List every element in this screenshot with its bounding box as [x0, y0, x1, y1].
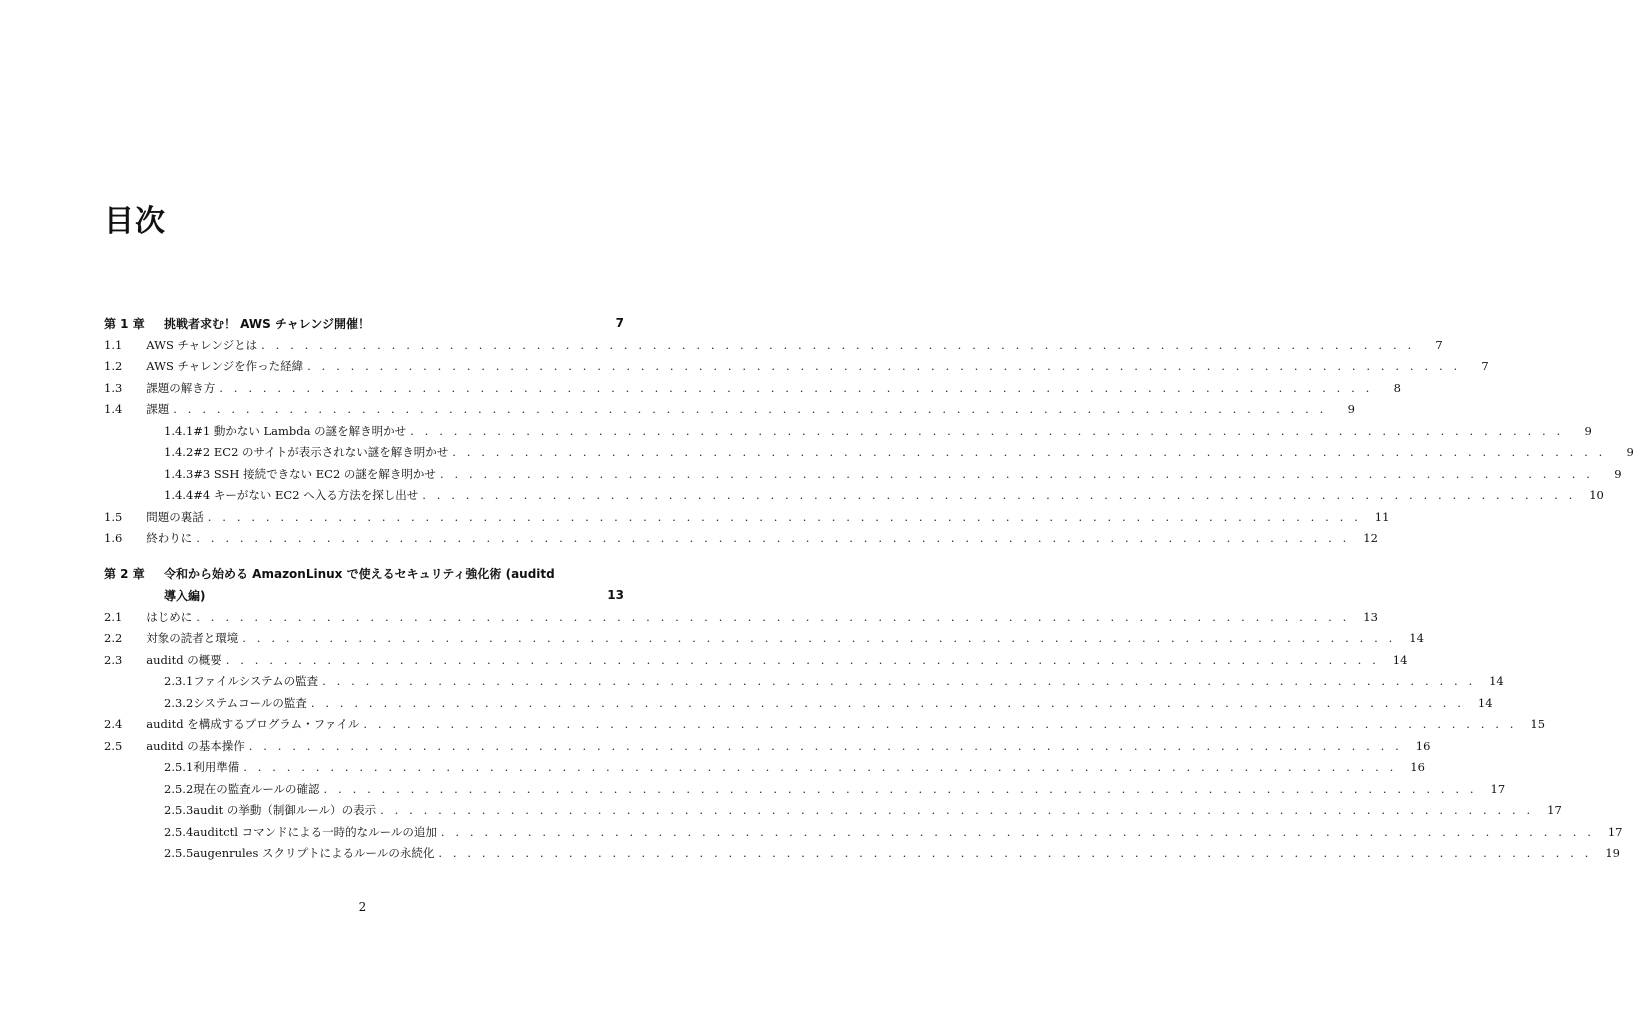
- entry-title: AWS チャレンジとは: [146, 337, 258, 352]
- dot-leader: . . . . . . . . . . . . . . . . . . . . . . . . . . . . . . . . . . . . . . . . . . . . . . . . . . . . . . . . . . . . . . . . . . . . . . . . . . . . . . . .: [248, 738, 1403, 753]
- entry-title: auditd を構成するプログラム・ファイル: [146, 717, 360, 732]
- entry-number: 2.3: [104, 652, 123, 667]
- entry-page: 9: [1584, 423, 1592, 438]
- entry-page: 14: [1489, 674, 1504, 689]
- entry-title: 終わりに: [146, 531, 193, 546]
- entry-title: #1 動かない Lambda の謎を解き明かせ: [193, 423, 407, 438]
- chapter-title: 令和から始める AmazonLinux で使えるセキュリティ強化術 (auditd: [164, 566, 555, 581]
- entry-title: ファイルシステムの監査: [193, 674, 319, 689]
- toc-section[interactable]: [104, 606, 1378, 628]
- entry-page: 8: [1393, 380, 1401, 395]
- entry-number: 1.4.1: [164, 423, 194, 438]
- toc-subsection[interactable]: [104, 800, 1562, 822]
- entry-number: 1.1: [104, 337, 123, 352]
- entry-page: 15: [1530, 717, 1546, 732]
- entry-number: 2.3.2: [164, 695, 194, 710]
- entry-page: 12: [1363, 531, 1378, 546]
- toc-section[interactable]: [104, 628, 1424, 650]
- chapter-heading[interactable]: [104, 562, 624, 584]
- entry-number: 2.5.2: [164, 781, 194, 796]
- entry-number: 2.1: [104, 609, 123, 624]
- entry-page: 17: [1547, 803, 1562, 818]
- entry-title: auditctl コマンドによる一時的なルールの追加: [193, 824, 437, 839]
- dot-leader: . . . . . . . . . . . . . . . . . . . . . . . . . . . . . . . . . . . . . . . . . . . . . . . . . . . . . . . . . . . . . . . . . . . . . . . . . . . . . . . .: [440, 824, 1595, 839]
- toc-section[interactable]: [104, 649, 1408, 671]
- chapter-title-continued: 導入編): [164, 588, 206, 603]
- entry-number: 1.6: [104, 531, 123, 546]
- entry-page: 16: [1410, 760, 1425, 775]
- dot-leader: . . . . . . . . . . . . . . . . . . . . . . . . . . . . . . . . . . . . . . . . . . . . . . . . . . . . . . . . . . . . . . . . . . . . . . . . . . . . . . . .: [243, 760, 1397, 775]
- toc-section[interactable]: [104, 377, 1401, 399]
- entry-title: #4 キーがない EC2 へ入る方法を探し出せ: [193, 488, 419, 503]
- entry-page: 9: [1626, 445, 1634, 460]
- dot-leader: . . . . . . . . . . . . . . . . . . . . . . . . . . . . . . . . . . . . . . . . . . . . . . . . . . . . . . . . . . . . . . . . . . . . . . . . . . . . . . . .: [219, 380, 1373, 395]
- entry-page: 13: [1363, 609, 1378, 624]
- table-of-contents: [104, 312, 1634, 864]
- dot-leader: . . . . . . . . . . . . . . . . . . . . . . . . . . . . . . . . . . . . . . . . . . . . . . . . . . . . . . . . . . . . . . . . . . . . . . . . . . . . . . . .: [310, 695, 1465, 710]
- dot-leader: . . . . . . . . . . . . . . . . . . . . . . . . . . . . . . . . . . . . . . . . . . . . . . . . . . . . . . . . . . . . . . . . . . . . . . . . . . . . . . . .: [452, 445, 1606, 460]
- entry-number: 2.5.5: [164, 846, 194, 861]
- dot-leader: . . . . . . . . . . . . . . . . . . . . . . . . . . . . . . . . . . . . . . . . . . . . . . . . . . . . . . . . . . . . . . . . . . . . . . . . . . . . . . . .: [363, 717, 1518, 732]
- entry-number: 2.5.4: [164, 824, 194, 839]
- entry-title: はじめに: [146, 609, 193, 624]
- entry-title: 課題: [146, 402, 170, 417]
- toc-subsection[interactable]: [104, 485, 1604, 507]
- entry-page: 11: [1374, 509, 1390, 524]
- toc-subsection[interactable]: [104, 442, 1634, 464]
- entry-title: 対象の読者と環境: [146, 631, 239, 646]
- toc-subsection[interactable]: [104, 671, 1504, 693]
- entry-title: audit の挙動（制御ルール）の表示: [193, 803, 377, 818]
- dot-leader: . . . . . . . . . . . . . . . . . . . . . . . . . . . . . . . . . . . . . . . . . . . . . . . . . . . . . . . . . . . . . . . . . . . . . . . . . . . . . . . .: [307, 359, 1461, 374]
- dot-leader: . . . . . . . . . . . . . . . . . . . . . . . . . . . . . . . . . . . . . . . . . . . . . . . . . . . . . . . . . . . . . . . . . . . . . . . . . . . . . . . .: [439, 466, 1594, 481]
- chapter-heading-continued[interactable]: [104, 584, 624, 606]
- chapter-title: 挑戦者求む！ AWS チャレンジ開催！: [164, 316, 371, 331]
- entry-page: 16: [1415, 738, 1431, 753]
- entry-number: 1.4.2: [164, 445, 194, 460]
- entry-number: 2.4: [104, 717, 123, 732]
- entry-title: システムコールの監査: [193, 695, 307, 710]
- entry-page: 7: [1481, 359, 1489, 374]
- entry-number: 2.5.3: [164, 803, 194, 818]
- entry-number: 1.3: [104, 380, 123, 395]
- entry-title: AWS チャレンジを作った経緯: [146, 359, 304, 374]
- dot-leader: . . . . . . . . . . . . . . . . . . . . . . . . . . . . . . . . . . . . . . . . . . . . . . . . . . . . . . . . . . . . . . . . . . . . . . . . . . . . . . . .: [196, 609, 1350, 624]
- dot-leader: . . . . . . . . . . . . . . . . . . . . . . . . . . . . . . . . . . . . . . . . . . . . . . . . . . . . . . . . . . . . . . . . . . . . . . . . . . . . . . . .: [196, 531, 1350, 546]
- dot-leader: . . . . . . . . . . . . . . . . . . . . . . . . . . . . . . . . . . . . . . . . . . . . . . . . . . . . . . . . . . . . . . . . . . . . . . . . . . . . . . . .: [173, 402, 1327, 417]
- toc-section[interactable]: [104, 334, 1443, 356]
- entry-number: 2.3.1: [164, 674, 194, 689]
- dot-leader: . . . . . . . . . . . . . . . . . . . . . . . . . . . . . . . . . . . . . . . . . . . . . . . . . . . . . . . . . . . . . . . . . . . . . . . . . . . . . . . .: [322, 674, 1476, 689]
- dot-leader: . . . . . . . . . . . . . . . . . . . . . . . . . . . . . . . . . . . . . . . . . . . . . . . . . . . . . . . . . . . . . . . . . . . . . . . . . . . . . . . .: [207, 509, 1362, 524]
- chapter-page: 7: [615, 316, 624, 330]
- dot-leader: . . . . . . . . . . . . . . . . . . . . . . . . . . . . . . . . . . . . . . . . . . . . . . . . . . . . . . . . . . . . . . . . . . . . . . . . . . . . . . . .: [438, 846, 1592, 861]
- entry-title: #2 EC2 のサイトが表示されない謎を解き明かせ: [193, 445, 449, 460]
- entry-title: 利用準備: [193, 760, 240, 775]
- entry-page: 14: [1477, 695, 1493, 710]
- entry-title: #3 SSH 接続できない EC2 の謎を解き明かせ: [193, 466, 436, 481]
- chapter-number: 第 2 章: [104, 566, 145, 581]
- toc-subsection[interactable]: [104, 420, 1592, 442]
- entry-title: augenrules スクリプトによるルールの永続化: [193, 846, 435, 861]
- toc-section[interactable]: [104, 528, 1378, 550]
- toc-subsection[interactable]: [104, 757, 1425, 779]
- dot-leader: . . . . . . . . . . . . . . . . . . . . . . . . . . . . . . . . . . . . . . . . . . . . . . . . . . . . . . . . . . . . . . . . . . . . . . . . . . . . . . . .: [261, 337, 1415, 352]
- toc-section[interactable]: [104, 735, 1431, 757]
- entry-page: 17: [1490, 781, 1506, 796]
- entry-page: 19: [1605, 846, 1620, 861]
- dot-leader: . . . . . . . . . . . . . . . . . . . . . . . . . . . . . . . . . . . . . . . . . . . . . . . . . . . . . . . . . . . . . . . . . . . . . . . . . . . . . . . .: [422, 488, 1576, 503]
- entry-page: 14: [1392, 652, 1408, 667]
- toc-subsection[interactable]: [104, 692, 1493, 714]
- dot-leader: . . . . . . . . . . . . . . . . . . . . . . . . . . . . . . . . . . . . . . . . . . . . . . . . . . . . . . . . . . . . . . . . . . . . . . . . . . . . . . . .: [380, 803, 1534, 818]
- toc-subsection[interactable]: [104, 821, 1623, 843]
- dot-leader: . . . . . . . . . . . . . . . . . . . . . . . . . . . . . . . . . . . . . . . . . . . . . . . . . . . . . . . . . . . . . . . . . . . . . . . . . . . . . . . .: [323, 781, 1478, 796]
- dot-leader: . . . . . . . . . . . . . . . . . . . . . . . . . . . . . . . . . . . . . . . . . . . . . . . . . . . . . . . . . . . . . . . . . . . . . . . . . . . . . . . .: [242, 631, 1396, 646]
- toc-section[interactable]: [104, 356, 1489, 378]
- chapter-page: 13: [607, 588, 624, 602]
- entry-title: 課題の解き方: [146, 380, 216, 395]
- toc-subsection[interactable]: [104, 778, 1506, 800]
- entry-page: 10: [1589, 488, 1604, 503]
- entry-title: auditd の基本操作: [146, 738, 245, 753]
- entry-number: 1.4.3: [164, 466, 194, 481]
- entry-number: 2.2: [104, 631, 123, 646]
- chapter-number: 第 1 章: [104, 316, 145, 331]
- entry-page: 14: [1409, 631, 1424, 646]
- dot-leader: . . . . . . . . . . . . . . . . . . . . . . . . . . . . . . . . . . . . . . . . . . . . . . . . . . . . . . . . . . . . . . . . . . . . . . . . . . . . . . . .: [410, 423, 1564, 438]
- toc-section[interactable]: [104, 506, 1390, 528]
- entry-number: 2.5: [104, 738, 123, 753]
- entry-page: 7: [1435, 337, 1443, 352]
- toc-section[interactable]: [104, 714, 1546, 736]
- entry-number: 1.4: [104, 402, 123, 417]
- entry-title: auditd の概要: [146, 652, 222, 667]
- entry-title: 問題の裏話: [146, 509, 204, 524]
- dot-leader: . . . . . . . . . . . . . . . . . . . . . . . . . . . . . . . . . . . . . . . . . . . . . . . . . . . . . . . . . . . . . . . . . . . . . . . . . . . . . . . .: [225, 652, 1380, 667]
- chapter-heading[interactable]: [104, 312, 624, 334]
- page-number: 2: [358, 900, 367, 914]
- entry-title: 現在の監査ルールの確認: [193, 781, 320, 796]
- entry-number: 1.4.4: [164, 488, 194, 503]
- toc-title: 目次: [104, 204, 166, 239]
- entry-page: 9: [1614, 466, 1622, 481]
- entry-number: 2.5.1: [164, 760, 194, 775]
- entry-number: 1.2: [104, 359, 123, 374]
- entry-number: 1.5: [104, 509, 123, 524]
- entry-page: 9: [1347, 402, 1355, 417]
- toc-section[interactable]: [104, 399, 1355, 421]
- entry-page: 17: [1607, 824, 1623, 839]
- toc-subsection[interactable]: [104, 843, 1620, 865]
- toc-subsection[interactable]: [104, 463, 1622, 485]
